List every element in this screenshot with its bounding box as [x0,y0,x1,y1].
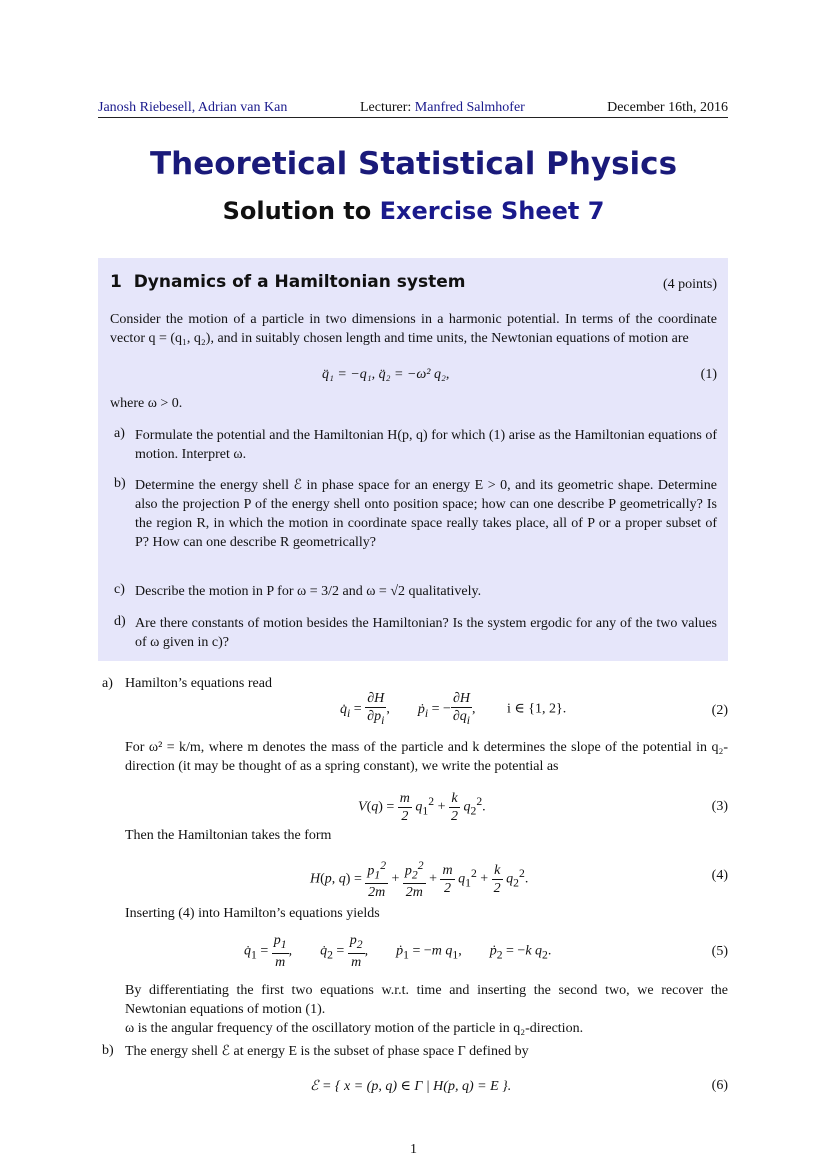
item-c-label: c) [114,582,125,597]
solution-a-para2: For ω² = k/m, where m denotes the mass of the particle and k determines the slope of the potential in q₂-direction (it may be thought of as a spring constant), we write the potential as [125,740,728,774]
equation-3: V(q) = $\frac{m}{2}$ $q_1^2$ + $\frac{k}{2}$ $q_2^2$. [358,791,486,824]
page-number: 1 [410,1142,417,1157]
page-header [98,100,728,118]
equation-1-number: (1) [700,367,717,382]
solution-b-intro: The energy shell ℰ at energy E is the subset of phase space Γ defined by [125,1044,529,1059]
equation-5-number: (5) [711,944,728,959]
authors-link[interactable]: Janosh Riebesell, Adrian van Kan [98,100,288,115]
points: (4 points) [662,277,717,292]
equation-3-number: (3) [711,799,728,814]
solution-a-para3: By differentiating the first two equations w.r.t. time and inserting the second two, we recover the Newtonian equations of motion (1). [125,983,728,1017]
page-title: Theoretical Statistical Physics [149,146,678,182]
equation-6: ℰ = { x = (p, q) ∈ Γ | H(p, q) = E }. [310,1079,512,1094]
section-heading [110,272,465,292]
item-c-text: Describe the motion in P for ω = 3/2 and ω = √2 qualitatively. [135,584,482,599]
lecturer-link[interactable]: Manfred Salmhofer [414,100,525,115]
item-d-label: d) [114,614,126,629]
section-number: 1 [110,272,122,292]
solution-a-label: a) [102,676,113,691]
date: December 16th, 2016 [607,100,728,115]
item-b-text: Determine the energy shell ℰ in phase space for an energy E > 0, and its geometric shape. Determine also the projection P of the energy shell onto position space; how can one describe P geometrically? Is the region R, in which the motion in coordinate space really takes place, all of P or a proper subset of P? How can one describe R geometrically? [135,478,717,550]
subtitle-prefix: Solution to [222,197,372,225]
lecturer [360,100,525,116]
section-title: Dynamics of a Hamiltonian system [133,272,466,292]
equation-2-number: (2) [711,703,728,718]
equation-6-number: (6) [711,1078,728,1093]
solution-a-inserting: Inserting (4) into Hamilton’s equations yields [125,906,380,921]
exercise-sheet-link[interactable]: Exercise Sheet 7 [379,197,605,225]
where-clause: where ω > 0. [110,396,183,411]
item-a-label: a) [114,426,125,441]
equation-5: $q̇_1$ = $\frac{p_1}{m}$ , $q̇_2$ = $\frac{p_2}{m}$ , ṗ$_1$ = −m $q_1$, ṗ$_2$ = −k $q_2$. [244,933,552,970]
item-a-text: Formulate the potential and the Hamiltonian H(p, q) for which (1) arise as the Hamiltonian equations of motion. Interpret ω. [135,428,717,462]
equation-2: $q̇_i$ = $\frac{\partial H}{\partial p_i}$ , ṗ$_i$ = − $\frac{\partial H}{\partial q_i}$ , i ∈ {1, 2}. [340,691,567,727]
page-subtitle [0,197,827,225]
solution-a-para4: ω is the angular frequency of the oscillatory motion of the particle in q₂-direction. [125,1021,584,1036]
item-d-text: Are there constants of motion besides the Hamiltonian? Is the system ergodic for any of the two values of ω given in c)? [135,616,717,650]
solution-a-then: Then the Hamiltonian takes the form [125,828,332,843]
solution-a-intro: Hamilton’s equations read [125,676,272,691]
header-rule [98,117,728,118]
equation-2-range: i ∈ {1, 2}. [507,701,567,717]
exercise-intro: Consider the motion of a particle in two dimensions in a harmonic potential. In terms of the coordinate vector q = (q₁, q₂), and in suitably chosen length and time units, the Newtonian equations of motion are [110,312,717,346]
equation-4: H(p, q) = $\frac{p_1^2}{2m}$ + $\frac{p_2^2}{2m}$ + $\frac{m}{2}$ $q_1^2$ + $\frac{k}{2}$ $q_2^2$. [310,859,529,901]
lecturer-label: Lecturer: [360,100,412,115]
equation-4-number: (4) [711,868,728,883]
equation-1: q̈₁ = −q₁, q̈₂ = −ω² q₂, [322,367,450,382]
item-b-label: b) [114,476,126,491]
solution-b-label: b) [102,1043,114,1058]
